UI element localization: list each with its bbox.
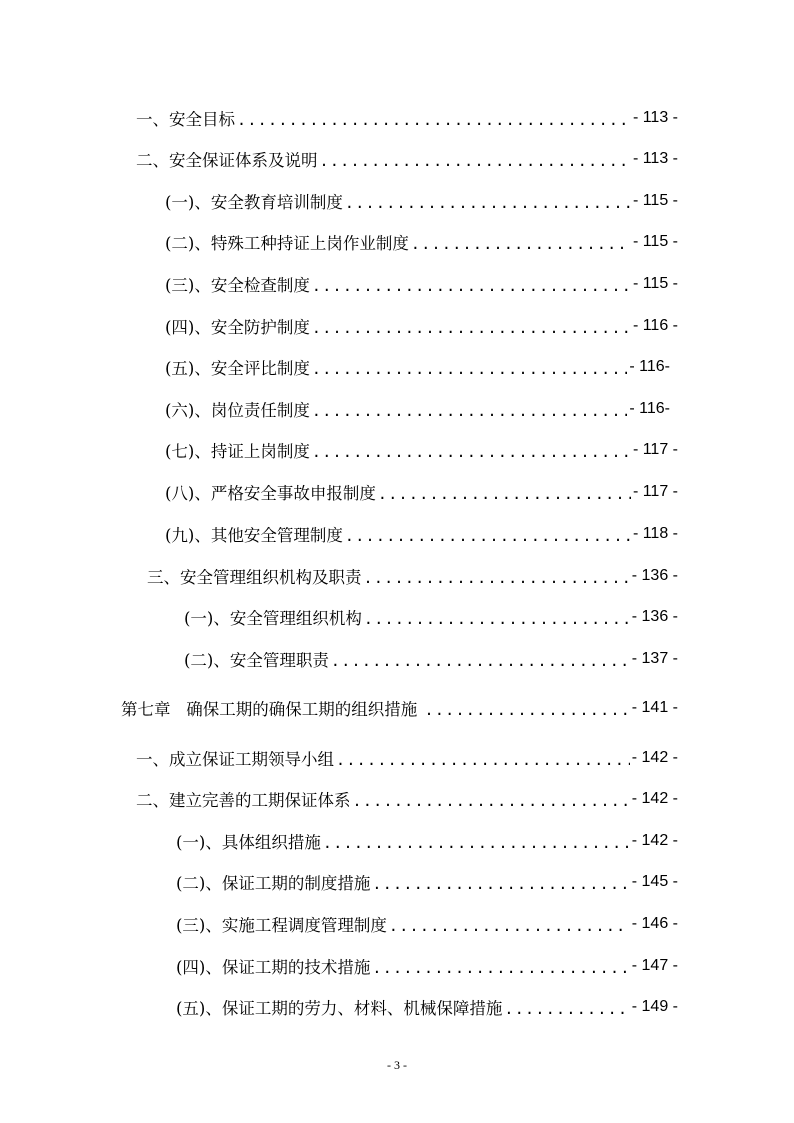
toc-entry-page: - 117 - bbox=[632, 483, 678, 500]
toc-entry[interactable] bbox=[136, 147, 678, 171]
toc-entry-label: (四)、保证工期的技术措施 bbox=[176, 958, 371, 977]
toc-entry-label: 三、安全管理组织机构及职责 bbox=[147, 568, 362, 587]
toc-entry-page: - 116 - bbox=[632, 317, 678, 334]
toc-entry[interactable] bbox=[176, 912, 678, 936]
dot-leader bbox=[312, 399, 628, 420]
toc-entry[interactable] bbox=[176, 954, 678, 978]
dot-leader bbox=[336, 748, 630, 769]
toc-entry-page: - 136 - bbox=[631, 608, 678, 625]
toc-entry-page: - 115 - bbox=[632, 275, 678, 292]
dot-leader bbox=[364, 607, 630, 628]
toc-entry-page: - 113 - bbox=[632, 109, 678, 126]
toc-entry-label: (五)、安全评比制度 bbox=[165, 359, 310, 378]
toc-entry-chapter[interactable] bbox=[121, 696, 678, 720]
toc-entry-label: (九)、其他安全管理制度 bbox=[165, 526, 343, 545]
toc-entry[interactable] bbox=[176, 995, 678, 1019]
toc-entry-label: 二、建立完善的工期保证体系 bbox=[136, 791, 351, 810]
toc-entry-page: - 137 - bbox=[631, 650, 678, 667]
toc-entry[interactable] bbox=[165, 355, 670, 379]
toc-entry-label: (一)、安全教育培训制度 bbox=[165, 193, 343, 212]
toc-entry-page: - 141 - bbox=[631, 699, 678, 716]
toc-entry-page: - 149 - bbox=[631, 998, 678, 1015]
toc-entry-page: - 136 - bbox=[631, 567, 678, 584]
toc-entry-label: 一、安全目标 bbox=[136, 110, 235, 129]
toc-entry[interactable] bbox=[176, 870, 678, 894]
toc-entry-page: - 116- bbox=[629, 358, 670, 375]
toc-entry-page: - 115 - bbox=[632, 233, 678, 250]
toc-entry[interactable] bbox=[165, 480, 678, 504]
toc-entry[interactable] bbox=[165, 397, 670, 421]
toc-entry-label: (八)、严格安全事故申报制度 bbox=[165, 484, 376, 503]
toc-entry-page: - 115 - bbox=[632, 192, 678, 209]
toc-entry[interactable] bbox=[165, 438, 678, 462]
toc-entry[interactable] bbox=[165, 189, 678, 213]
toc-entry-label: (一)、具体组织措施 bbox=[176, 833, 321, 852]
toc-entry[interactable] bbox=[136, 746, 678, 770]
toc-entry-page: - 142 - bbox=[631, 832, 678, 849]
toc-entry-label: 二、安全保证体系及说明 bbox=[136, 151, 318, 170]
dot-leader bbox=[331, 649, 630, 670]
dot-leader bbox=[389, 914, 630, 935]
dot-leader bbox=[345, 191, 631, 212]
toc-entry-label: (六)、岗位责任制度 bbox=[165, 401, 310, 420]
dot-leader bbox=[372, 956, 629, 977]
toc-entry-page: - 117 - bbox=[632, 441, 678, 458]
dot-leader bbox=[345, 524, 631, 545]
toc-entry-label: (七)、持证上岗制度 bbox=[165, 442, 310, 461]
dot-leader bbox=[411, 232, 631, 253]
toc-entry[interactable] bbox=[165, 272, 678, 296]
toc-entry-label: (二)、安全管理职责 bbox=[184, 651, 329, 670]
dot-leader bbox=[364, 566, 630, 587]
toc-entry[interactable] bbox=[165, 230, 678, 254]
dot-leader bbox=[504, 997, 629, 1018]
toc-entry-label: (一)、安全管理组织机构 bbox=[184, 609, 362, 628]
toc-entry[interactable] bbox=[136, 787, 678, 811]
page-number: - 3 - bbox=[387, 1058, 407, 1072]
toc-entry-page: - 116- bbox=[629, 400, 670, 417]
toc-entry[interactable] bbox=[136, 106, 678, 130]
toc-entry[interactable] bbox=[165, 522, 678, 546]
toc-entry-page: - 113 - bbox=[632, 150, 678, 167]
dot-leader bbox=[312, 440, 631, 461]
toc-entry-label: 第七章 确保工期的确保工期的组织措施 bbox=[121, 700, 423, 719]
toc-entry[interactable] bbox=[184, 605, 678, 629]
dot-leader bbox=[323, 831, 630, 852]
toc-entry-label: 一、成立保证工期领导小组 bbox=[136, 750, 334, 769]
toc-entry-page: - 118 - bbox=[632, 525, 678, 542]
dot-leader bbox=[312, 274, 631, 295]
dot-leader bbox=[312, 357, 628, 378]
dot-leader bbox=[353, 789, 630, 810]
toc-entry[interactable] bbox=[184, 647, 678, 671]
toc-entry-page: - 147 - bbox=[631, 957, 678, 974]
toc-entry-label: (五)、保证工期的劳力、材料、机械保障措施 bbox=[176, 999, 503, 1018]
toc-entry-page: - 145 - bbox=[631, 873, 678, 890]
toc-entry-label: (二)、特殊工种持证上岗作业制度 bbox=[165, 234, 409, 253]
dot-leader bbox=[378, 482, 631, 503]
dot-leader bbox=[372, 872, 629, 893]
toc-entry-page: - 142 - bbox=[631, 790, 678, 807]
toc-entry[interactable] bbox=[165, 314, 678, 338]
dot-leader bbox=[320, 149, 631, 170]
toc-entry-label: (三)、安全检查制度 bbox=[165, 276, 310, 295]
toc-entry-label: (三)、实施工程调度管理制度 bbox=[176, 916, 387, 935]
toc-entry-page: - 146 - bbox=[631, 915, 678, 932]
dot-leader bbox=[237, 108, 631, 129]
toc-entry[interactable] bbox=[176, 829, 678, 853]
toc-entry-label: (二)、保证工期的制度措施 bbox=[176, 874, 371, 893]
toc-entry-label: (四)、安全防护制度 bbox=[165, 318, 310, 337]
toc-entry[interactable] bbox=[147, 564, 678, 588]
toc-entry-page: - 142 - bbox=[631, 749, 678, 766]
dot-leader bbox=[424, 698, 629, 719]
dot-leader bbox=[312, 316, 631, 337]
